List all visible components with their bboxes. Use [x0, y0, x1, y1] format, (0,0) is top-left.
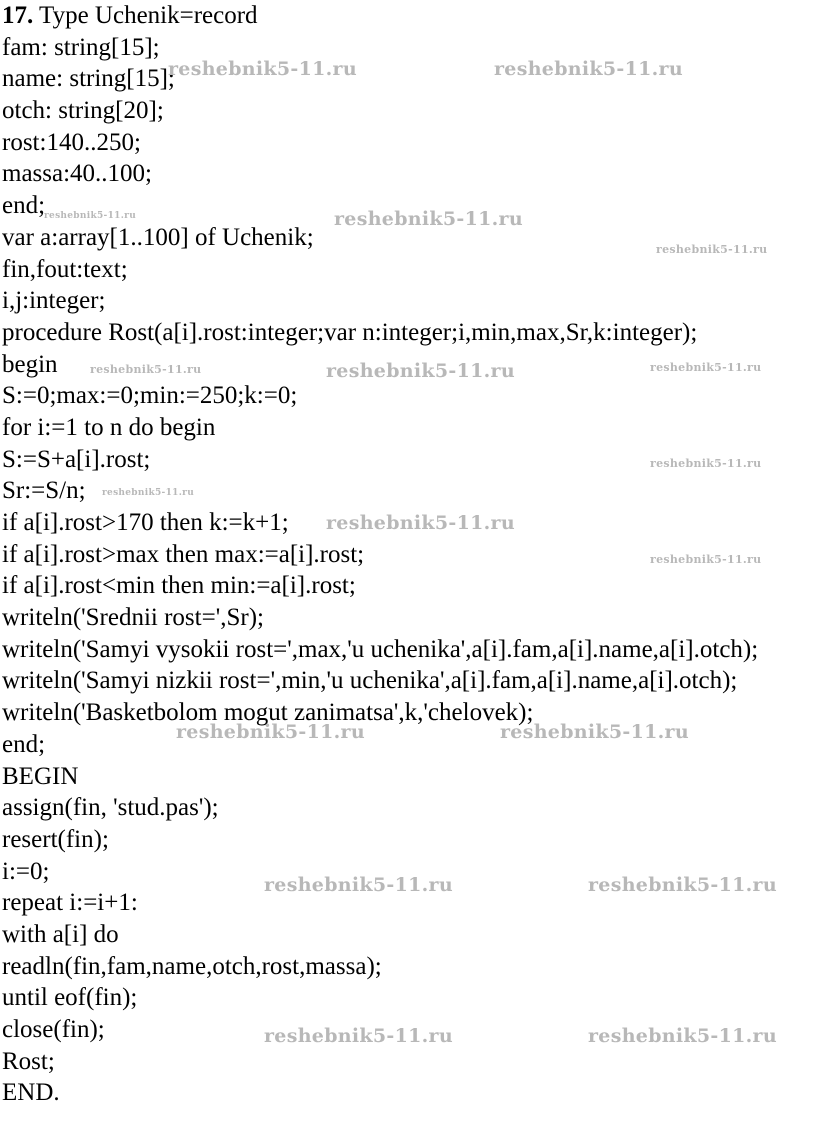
code-line-title — [2, 0, 758, 32]
code-line: rost:140..250; — [2, 128, 141, 156]
code-line: otch: string[20]; — [2, 97, 164, 125]
code-line: if a[i].rost>170 then k:=k+1; — [2, 509, 289, 536]
code-line: until eof(fin); — [2, 984, 138, 1012]
code-line: Sr:=S/n; — [2, 477, 86, 505]
watermark: reshebnik5-11.ru — [334, 208, 523, 230]
watermark: reshebnik5-11.ru — [102, 488, 195, 498]
code-line: writeln('Basketbolom mogut zanimatsa',k,'chelovek); — [2, 699, 534, 727]
watermark: reshebnik5-11.ru — [44, 211, 137, 221]
watermark: reshebnik5-11.ru — [264, 874, 453, 896]
watermark: reshebnik5-11.ru — [176, 721, 365, 743]
code-line: with a[i] do — [2, 920, 119, 948]
code-line: if a[i].rost>max then max:=a[i].rost; — [2, 540, 365, 568]
task-title: Type Uchenik=record — [33, 2, 258, 29]
code-line: fin,fout:text; — [2, 255, 128, 283]
code-line: END. — [2, 1079, 60, 1107]
pascal-code-block — [2, 0, 758, 1109]
watermark: reshebnik5-11.ru — [168, 58, 357, 80]
code-line: end; — [2, 192, 46, 220]
code-line: massa:40..100; — [2, 160, 152, 188]
code-line: var a:array[1..100] of Uchenik; — [2, 223, 314, 251]
code-line: assign(fin, 'stud.pas'); — [2, 794, 219, 822]
code-line: readln(fin,fam,name,otch,rost,massa); — [2, 952, 382, 980]
watermark: reshebnik5-11.ru — [90, 363, 202, 376]
code-line: name: string[15]; — [2, 65, 175, 93]
watermark: reshebnik5-11.ru — [588, 874, 777, 896]
code-line: i:=0; — [2, 857, 50, 885]
watermark: reshebnik5-11.ru — [500, 721, 689, 743]
code-line: writeln('Samyi nizkii rost=',min,'u uchenika',a[i].fam,a[i].name,a[i].otch); — [2, 667, 738, 695]
code-line: BEGIN — [2, 762, 79, 790]
code-line: for i:=1 to n do begin — [2, 413, 216, 441]
watermark: reshebnik5-11.ru — [588, 1025, 777, 1047]
code-line: Rost; — [2, 1047, 55, 1075]
code-line: begin — [2, 350, 58, 378]
watermark: reshebnik5-11.ru — [650, 361, 762, 374]
task-number: 17. — [2, 2, 34, 29]
code-line: close(fin); — [2, 1016, 105, 1043]
code-line: i,j:integer; — [2, 287, 106, 315]
code-line: S:=S+a[i].rost; — [2, 445, 151, 473]
code-line: fam: string[15]; — [2, 33, 160, 61]
code-line: procedure Rost(a[i].rost:integer;var n:integer;i,min,max,Sr,k:integer); — [2, 318, 698, 346]
watermark: reshebnik5-11.ru — [650, 457, 762, 470]
watermark: reshebnik5-11.ru — [264, 1025, 453, 1047]
watermark: reshebnik5-11.ru — [650, 553, 762, 566]
code-line: writeln('Samyi vysokii rost=',max,'u uchenika',a[i].fam,a[i].name,a[i].otch); — [2, 635, 759, 663]
code-line: end; — [2, 730, 46, 758]
watermark: reshebnik5-11.ru — [326, 360, 515, 382]
code-line: resert(fin); — [2, 825, 109, 853]
code-line: S:=0;max:=0;min:=250;k:=0; — [2, 382, 298, 410]
code-line: repeat i:=i+1: — [2, 889, 138, 917]
watermark: reshebnik5-11.ru — [494, 58, 683, 80]
code-line: writeln('Srednii rost=',Sr); — [2, 604, 264, 632]
watermark: reshebnik5-11.ru — [656, 243, 768, 256]
watermark: reshebnik5-11.ru — [326, 512, 515, 534]
code-line: if a[i].rost<min then min:=a[i].rost; — [2, 572, 356, 600]
